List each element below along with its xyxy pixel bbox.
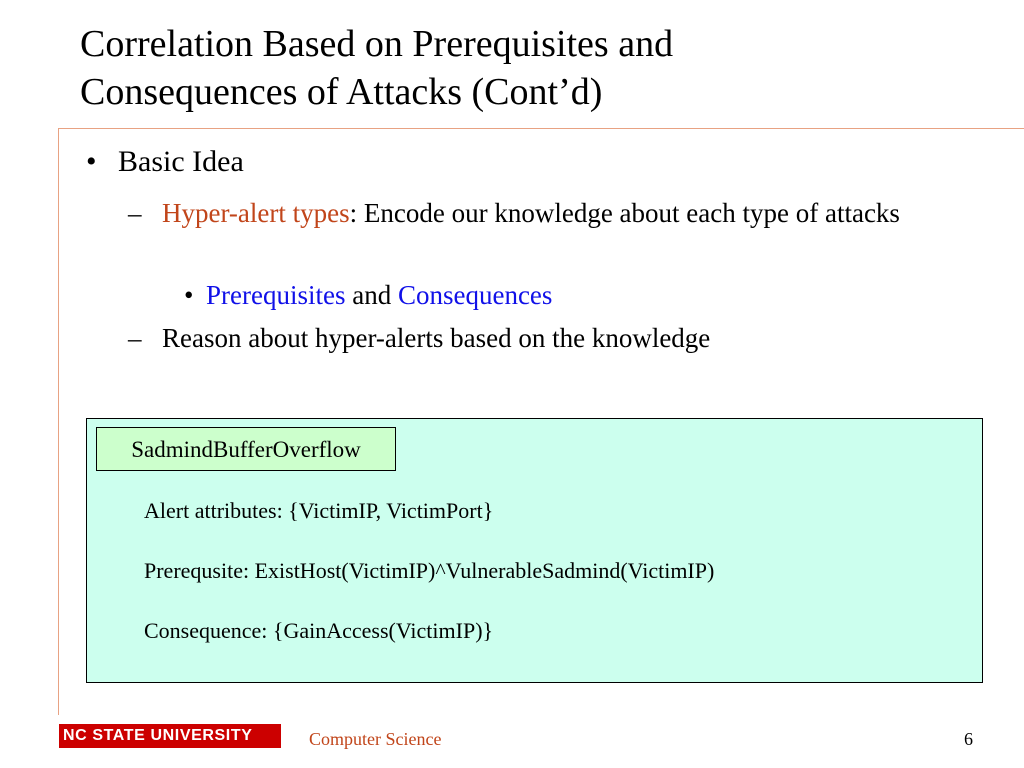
alert-attributes-text: Alert attributes: {VictimIP, VictimPort} bbox=[144, 498, 494, 523]
and-text: and bbox=[345, 280, 398, 310]
bullet-dot-icon: • bbox=[184, 280, 194, 310]
title-divider bbox=[58, 128, 1024, 129]
consequences-term: Consequences bbox=[397, 280, 553, 310]
university-logo: NC STATE UNIVERSITY bbox=[59, 724, 281, 748]
hyper-alert-types-description: : Encode our knowledge about each type of attacks bbox=[349, 198, 900, 228]
sub-bullet-body: Reason about hyper-alerts based on the knowledge bbox=[162, 323, 711, 353]
consequence-text: Consequence: {GainAccess(VictimIP)} bbox=[144, 618, 494, 643]
department-label: Computer Science bbox=[309, 729, 442, 749]
dash-icon: – bbox=[128, 198, 142, 228]
left-margin-rule bbox=[58, 128, 59, 715]
slide-title-line-2: Consequences of Attacks (Cont’d) bbox=[80, 71, 603, 113]
bullet-dot-icon: • bbox=[86, 145, 97, 178]
dash-icon: – bbox=[128, 323, 142, 353]
prerequisites-term: Prerequisites bbox=[206, 280, 346, 310]
hyper-alert-types-term: Hyper-alert types bbox=[162, 198, 350, 228]
slide-title bbox=[80, 20, 980, 116]
bullet-text: Basic Idea bbox=[118, 145, 244, 178]
sub-sub-bullet-body bbox=[206, 276, 552, 314]
hyper-alert-type-name: SadmindBufferOverflow bbox=[96, 427, 396, 471]
sub-bullet-body bbox=[162, 194, 982, 232]
prerequisite-text: Prerequsite: ExistHost(VictimIP)^VulnerableSadmind(VictimIP) bbox=[144, 558, 715, 583]
page-number: 6 bbox=[964, 729, 973, 749]
slide-title-line-1: Correlation Based on Prerequisites and bbox=[80, 23, 674, 65]
